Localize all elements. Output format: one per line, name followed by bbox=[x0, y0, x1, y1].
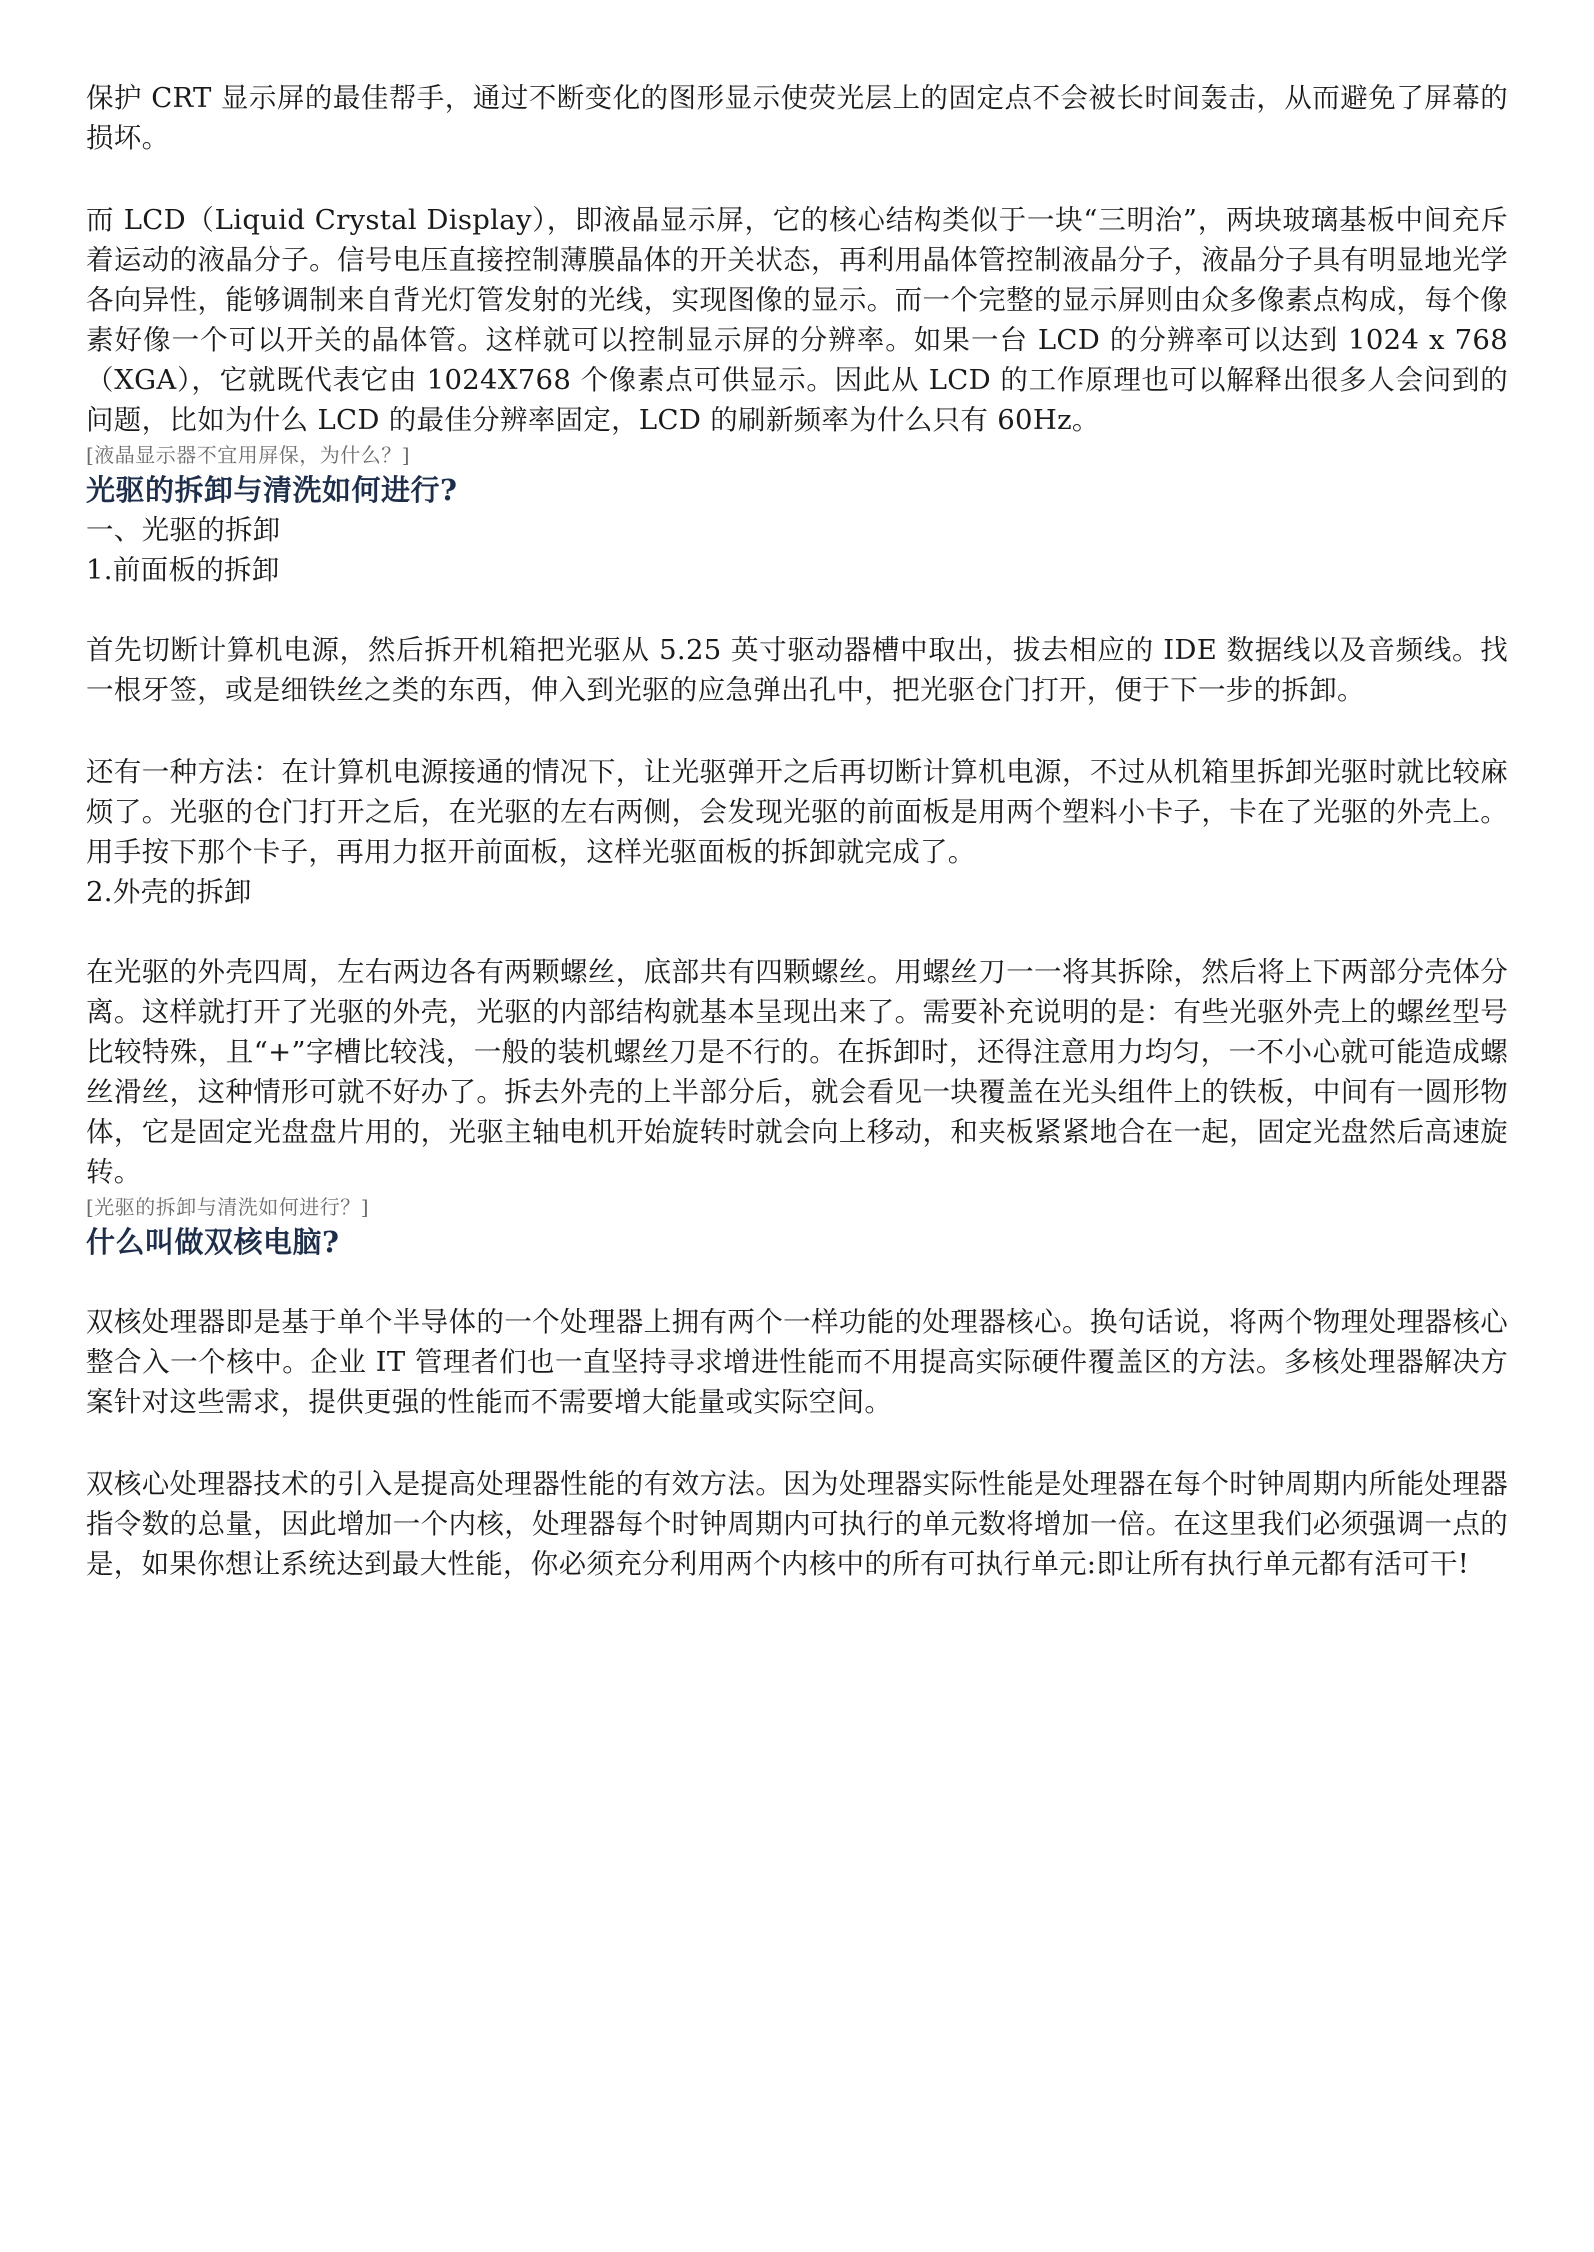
paragraph-front-panel-alt-method: 还有一种方法：在计算机电源接通的情况下，让光驱弹开之后再切断计算机电源，不过从机箱里拆卸光驱时就比较麻烦了。光驱的仓门打开之后，在光驱的左右两侧，会发现光驱的前面板是用两个塑料小卡子，卡在了光驱的外壳上。用手按下那个卡子，再用力抠开前面板，这样光驱面板的拆卸就完成了。 bbox=[86, 756, 1508, 868]
document-page bbox=[86, 78, 1508, 1584]
paragraph-dual-core-performance: 双核心处理器技术的引入是提高处理器性能的有效方法。因为处理器实际性能是处理器在每个时钟周期内所能处理器指令数的总量，因此增加一个内核，处理器每个时钟周期内可执行的单元数将增加一倍。在这里我们必须强调一点的是，如果你想让系统达到最大性能，你必须充分利用两个内核中的所有可执行单元:即让所有执行单元都有活可干! bbox=[86, 1468, 1508, 1580]
paragraph-dual-core-definition: 双核处理器即是基于单个半导体的一个处理器上拥有两个一样功能的处理器核心。换句话说，将两个物理处理器核心整合入一个核中。企业 IT 管理者们也一直坚持寻求增进性能而不用提高实际硬件覆盖区的方法。多核处理器解决方案针对这些需求，提供更强的性能而不需要增大能量或实际空间。 bbox=[86, 1306, 1508, 1418]
caption-lcd-screensaver: [液晶显示器不宜用屏保，为什么？] bbox=[86, 443, 411, 467]
heading-cdrom-disassembly: 光驱的拆卸与清洗如何进行? bbox=[86, 473, 458, 507]
subsection-casing: 2.外壳的拆卸 bbox=[86, 876, 252, 908]
paragraph-lcd-principle: 而 LCD（Liquid Crystal Display），即液晶显示屏，它的核心结构类似于一块“三明治”，两块玻璃基板中间充斥着运动的液晶分子。信号电压直接控制薄膜晶体的开关状态，再利用晶体管控制液晶分子，液晶分子具有明显地光学各向异性，能够调制来自背光灯管发射的光线，实现图像的显示。而一个完整的显示屏则由众多像素点构成，每个像素好像一个可以开关的晶体管。这样就可以控制显示屏的分辨率。如果一台 LCD 的分辨率可以达到 1024 x 768（XGA），它就既代表它由 1024X768 个像素点可供显示。因此从 LCD 的工作原理也可以解释出很多人会问到的问题，比如为什么 LCD 的最佳分辨率固定，LCD 的刷新频率为什么只有 60Hz。 bbox=[86, 204, 1508, 436]
heading-dual-core: 什么叫做双核电脑? bbox=[86, 1225, 340, 1259]
paragraph-casing-removal: 在光驱的外壳四周，左右两边各有两颗螺丝，底部共有四颗螺丝。用螺丝刀一一将其拆除，然后将上下两部分壳体分离。这样就打开了光驱的外壳，光驱的内部结构就基本呈现出来了。需要补充说明的是：有些光驱外壳上的螺丝型号比较特殊，且“+”字槽比较浅，一般的装机螺丝刀是不行的。在拆卸时，还得注意用力均匀，一不小心就可能造成螺丝滑丝，这种情形可就不好办了。拆去外壳的上半部分后，就会看见一块覆盖在光头组件上的铁板，中间有一圆形物体，它是固定光盘盘片用的，光驱主轴电机开始旋转时就会向上移动，和夹板紧紧地合在一起，固定光盘然后高速旋转。 bbox=[86, 956, 1508, 1188]
paragraph-front-panel-step1: 首先切断计算机电源，然后拆开机箱把光驱从 5.25 英寸驱动器槽中取出，拔去相应的 IDE 数据线以及音频线。找一根牙签，或是细铁丝之类的东西，伸入到光驱的应急弹出孔中，把光驱仓门打开，便于下一步的拆卸。 bbox=[86, 634, 1508, 706]
paragraph-screensaver-crt: 保护 CRT 显示屏的最佳帮手，通过不断变化的图形显示使荧光层上的固定点不会被长时间轰击，从而避免了屏幕的损坏。 bbox=[86, 82, 1508, 154]
caption-cdrom-disassembly: [光驱的拆卸与清洗如何进行？] bbox=[86, 1195, 370, 1219]
section-cdrom-removal: 一、光驱的拆卸 bbox=[86, 514, 281, 546]
subsection-front-panel: 1.前面板的拆卸 bbox=[86, 554, 280, 586]
